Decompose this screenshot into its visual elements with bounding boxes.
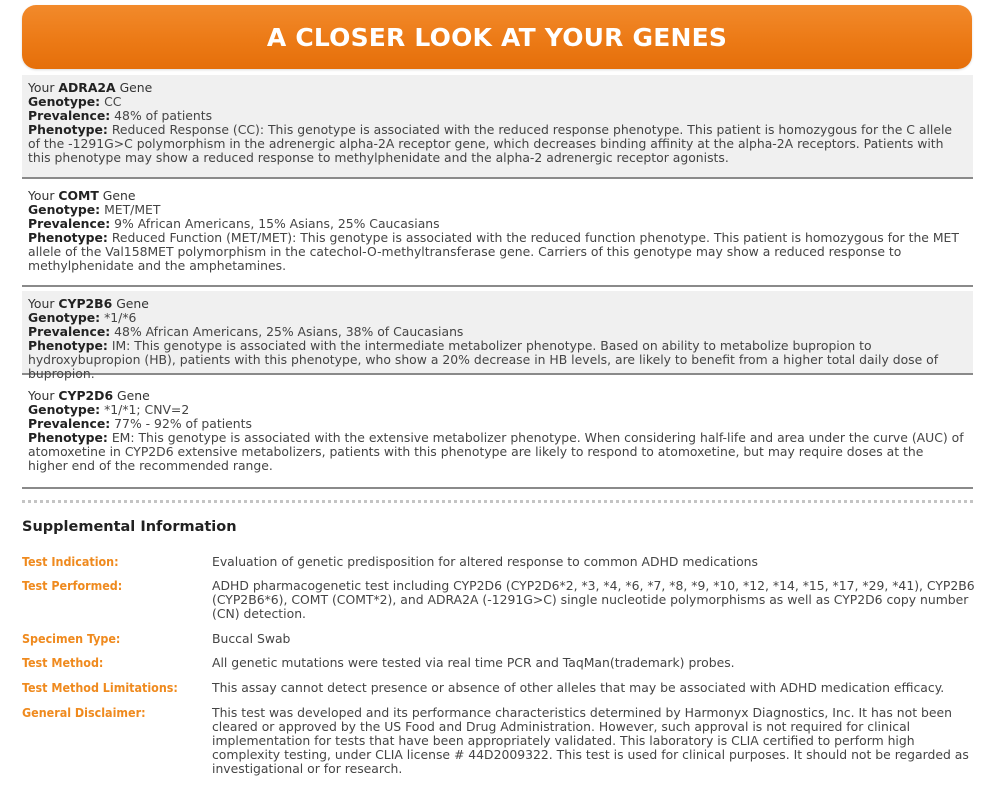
prevalence-value: 9% African Americans, 15% Asians, 25% Caucasians xyxy=(114,216,440,231)
prevalence-line: Prevalence: 77% - 92% of patients xyxy=(28,416,252,431)
phenotype-line: Phenotype: Reduced Function (MET/MET): This genotype is associated with the reduced function phenotype. This patient is homozygous for the MET allele of the Val158MET polymorphism in the catechol-O-methyltransferase gene. Carriers of this genotype may show a reduced response to methylphenidate and the amphetamines. xyxy=(28,230,959,273)
supplemental-label: Specimen Type: xyxy=(22,631,121,646)
gene-heading: Your CYP2D6 Gene xyxy=(28,388,150,403)
phenotype-value: Reduced Function (MET/MET): This genotype is associated with the reduced function phenotype. This patient is homozygous for the MET allele of the Val158MET polymorphism in the catechol-O-methyltransferase gene. Carriers of this genotype may show a reduced response to methylphenidate and the amphetamines. xyxy=(28,230,959,273)
supplemental-value: ADHD pharmacogenetic test including CYP2D6 (CYP2D6*2, *3, *4, *6, *7, *8, *9, *10, *12, *14, *15, *17, *29, *41), CYP2B6 (CYP2B6*6), COMT (COMT*2), and ADRA2A (-1291G>C) single nucleotide polymorphisms as well as CYP2D6 copy number (CN) detection. xyxy=(212,578,975,621)
prevalence-value: 48% of patients xyxy=(114,108,213,123)
gene-heading: Your ADRA2A Gene xyxy=(28,80,153,95)
supplemental-value: Buccal Swab xyxy=(212,631,291,646)
dotted-divider xyxy=(22,500,973,503)
prevalence-line: Prevalence: 48% of patients xyxy=(28,108,213,123)
supplemental-title: Supplemental Information xyxy=(22,519,237,535)
supplemental-value: This test was developed and its performance characteristics determined by Harmonyx Diagnostics, Inc. It has not been cleared or approved by the US Food and Drug Administration. However, such approval is not required for clinical implementation for tests that have been appropriately validated. This laboratory is CLIA certified to perform high complexity testing, under CLIA license # 44D2009322. This test is used for clinical purposes. It should not be regarded as investigational or for research. xyxy=(212,705,969,776)
genotype-value: *1/*6 xyxy=(104,310,137,325)
genotype-value: MET/MET xyxy=(104,202,161,217)
header-banner xyxy=(22,5,972,69)
prevalence-value: 77% - 92% of patients xyxy=(114,416,252,431)
gene-heading: Your COMT Gene xyxy=(28,188,136,203)
supplemental-value: This assay cannot detect presence or absence of other alleles that may be associated with ADHD medication efficacy. xyxy=(212,680,945,695)
phenotype-line: Phenotype: EM: This genotype is associated with the extensive metabolizer phenotype. When considering half-life and area under the curve (AUC) of atomoxetine in CYP2D6 extensive metabolizers, patients with this phenotype are likely to respond to atomoxetine, but may require doses at the higher end of the recommended range. xyxy=(28,430,964,473)
page-title: A CLOSER LOOK AT YOUR GENES xyxy=(266,22,728,52)
gene-card-adra2a xyxy=(22,75,973,179)
supplemental-label: Test Method: xyxy=(22,655,104,670)
prevalence-value: 48% African Americans, 25% Asians, 38% of Caucasians xyxy=(114,324,464,339)
gene-name: CYP2B6 xyxy=(58,296,113,311)
supplemental-value: Evaluation of genetic predisposition for altered response to common ADHD medications xyxy=(212,554,758,569)
genotype-line: Genotype: CC xyxy=(28,94,122,109)
supplemental-label: General Disclaimer: xyxy=(22,705,146,720)
gene-card-cyp2d6 xyxy=(22,383,973,489)
gene-card-cyp2b6 xyxy=(22,291,973,381)
phenotype-value: EM: This genotype is associated with the extensive metabolizer phenotype. When considering half-life and area under the curve (AUC) of atomoxetine in CYP2D6 extensive metabolizers, patients with this phenotype are likely to respond to atomoxetine, but may require doses at the higher end of the recommended range. xyxy=(28,430,964,473)
gene-name: CYP2D6 xyxy=(58,388,114,403)
phenotype-line: Phenotype: IM: This genotype is associated with the intermediate metabolizer phenotype. Based on ability to metabolize bupropion to hydroxybupropion (HB), patients with this phenotype, who show a 20% decrease in HB levels, are likely to benefit from a higher total daily dose of bupropion. xyxy=(28,338,939,381)
phenotype-value: IM: This genotype is associated with the intermediate metabolizer phenotype. Based on ability to metabolize bupropion to hydroxybupropion (HB), patients with this phenotype, who show a 20% decrease in HB levels, are likely to benefit from a higher total daily dose of bupropion. xyxy=(28,338,939,381)
supplemental-label: Test Indication: xyxy=(22,554,119,569)
prevalence-line: Prevalence: 48% African Americans, 25% Asians, 38% of Caucasians xyxy=(28,324,464,339)
genotype-line: Genotype: MET/MET xyxy=(28,202,161,217)
supplemental-label: Test Performed: xyxy=(22,578,123,593)
phenotype-line: Phenotype: Reduced Response (CC): This genotype is associated with the reduced response phenotype. This patient is homozygous for the C allele of the -1291G>C polymorphism in the adrenergic alpha-2A receptor gene, which decreases binding affinity at the alpha-2A receptors. Patients with this phenotype may show a reduced response to methylphenidate and the alpha-2 adrenergic receptor agonists. xyxy=(28,122,953,165)
prevalence-line: Prevalence: 9% African Americans, 15% Asians, 25% Caucasians xyxy=(28,216,440,231)
genotype-value: *1/*1; CNV=2 xyxy=(104,402,190,417)
gene-name: COMT xyxy=(58,188,99,203)
genotype-line: Genotype: *1/*6 xyxy=(28,310,137,325)
genotype-line: Genotype: *1/*1; CNV=2 xyxy=(28,402,190,417)
gene-name: ADRA2A xyxy=(58,80,116,95)
phenotype-value: Reduced Response (CC): This genotype is associated with the reduced response phenotype. This patient is homozygous for the C allele of the -1291G>C polymorphism in the adrenergic alpha-2A receptor gene, which decreases binding affinity at the alpha-2A receptors. Patients with this phenotype may show a reduced response to methylphenidate and the alpha-2 adrenergic receptor agonists. xyxy=(28,122,953,165)
gene-heading: Your CYP2B6 Gene xyxy=(28,296,149,311)
supplemental-value: All genetic mutations were tested via real time PCR and TaqMan(trademark) probes. xyxy=(212,655,735,670)
supplemental-label: Test Method Limitations: xyxy=(22,680,178,695)
genotype-value: CC xyxy=(104,94,122,109)
gene-card-comt xyxy=(22,183,973,287)
